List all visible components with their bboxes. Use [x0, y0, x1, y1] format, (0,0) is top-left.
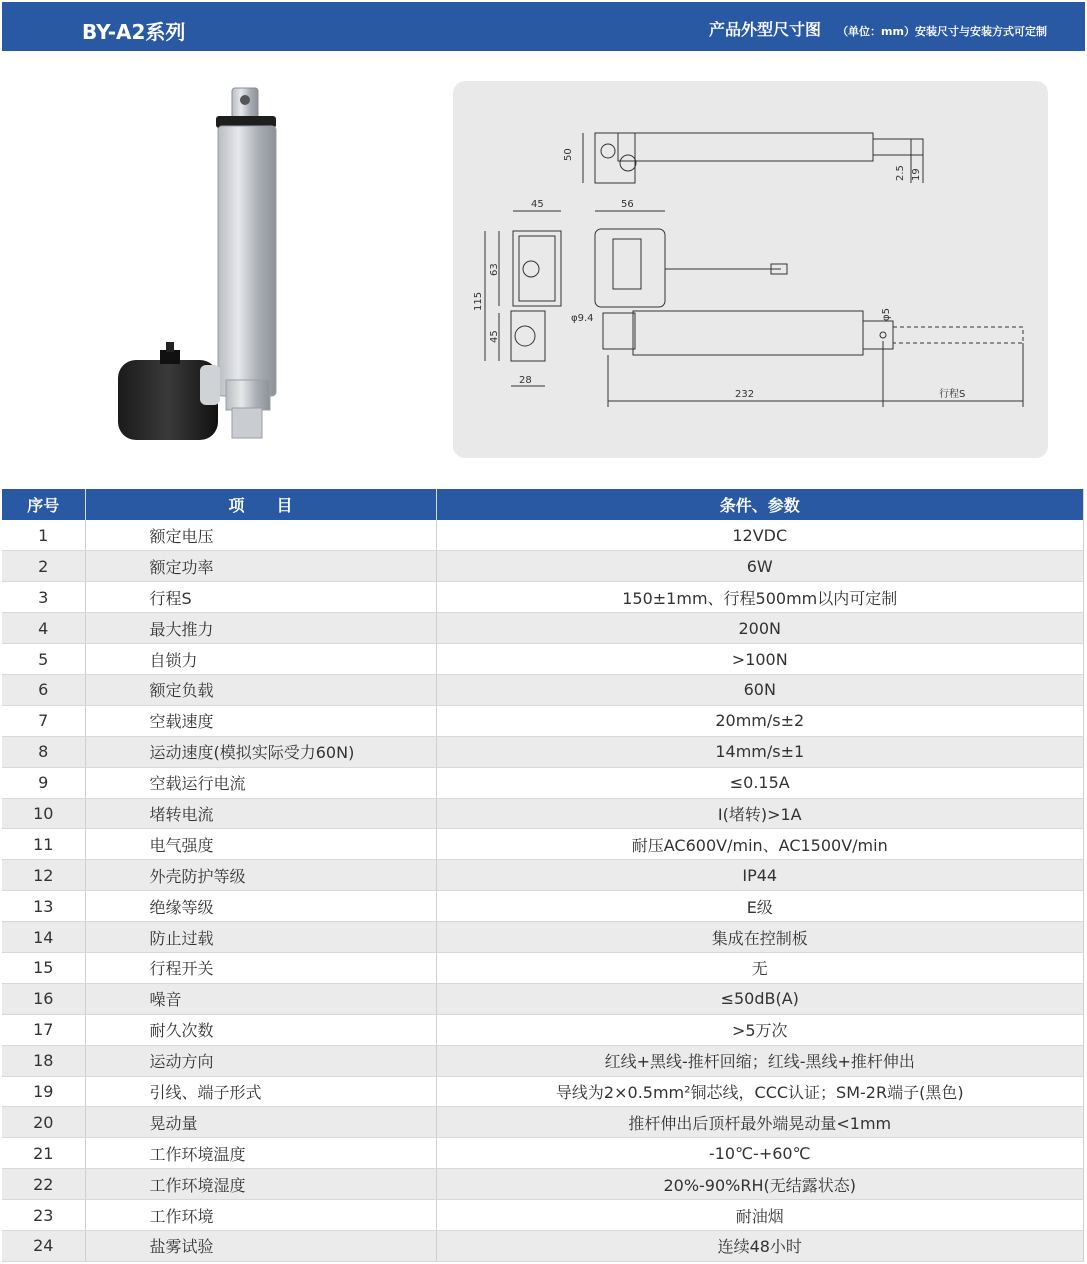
- row-index: 19: [2, 1076, 85, 1107]
- table-row: [2, 1138, 1084, 1169]
- table-row: [2, 1230, 1084, 1261]
- row-value: -10℃-+60℃: [436, 1138, 1084, 1169]
- header-right: [709, 17, 1047, 40]
- dim-phi9-4: φ9.4: [571, 313, 594, 324]
- header-index: 序号: [2, 489, 85, 520]
- row-index: 17: [2, 1014, 85, 1045]
- row-index: 16: [2, 983, 85, 1014]
- row-index: 10: [2, 798, 85, 829]
- row-item: 外壳防护等级: [85, 860, 436, 891]
- dim-45-left: 45: [489, 330, 500, 343]
- row-index: 5: [2, 644, 85, 675]
- dim-stroke: 行程S: [939, 389, 966, 400]
- table-row: [2, 1014, 1084, 1045]
- row-value: 20mm/s±2: [436, 705, 1084, 736]
- row-value: 150±1mm、行程500mm以内可定制: [436, 582, 1084, 613]
- row-value: 200N: [436, 613, 1084, 644]
- row-value: 耐压AC600V/min、AC1500V/min: [436, 829, 1084, 860]
- row-item: 行程开关: [85, 952, 436, 983]
- dimension-drawing-panel: [453, 81, 1048, 458]
- dim-45-top: 45: [531, 199, 544, 210]
- table-row: [2, 674, 1084, 705]
- row-value: 6W: [436, 551, 1084, 582]
- row-index: 20: [2, 1107, 85, 1138]
- table-row: [2, 891, 1084, 922]
- row-item: 额定负载: [85, 674, 436, 705]
- row-item: 晃动量: [85, 1107, 436, 1138]
- row-value: 12VDC: [436, 520, 1084, 551]
- row-item: 工作环境: [85, 1200, 436, 1231]
- row-item: 引线、端子形式: [85, 1076, 436, 1107]
- row-item: 堵转电流: [85, 798, 436, 829]
- dim-2-5: 2.5: [895, 165, 906, 181]
- table-row: [2, 520, 1084, 551]
- header-item-label: 项 目: [228, 496, 293, 515]
- table-header-row: [2, 489, 1084, 520]
- row-index: 9: [2, 767, 85, 798]
- row-item: 额定功率: [85, 551, 436, 582]
- table-row: [2, 922, 1084, 953]
- row-index: 21: [2, 1138, 85, 1169]
- table-row: [2, 983, 1084, 1014]
- row-index: 1: [2, 520, 85, 551]
- row-item: 工作环境湿度: [85, 1169, 436, 1200]
- row-index: 24: [2, 1230, 85, 1261]
- dimension-drawing: [453, 81, 1048, 458]
- row-index: 4: [2, 613, 85, 644]
- drawing-subtitle: （单位：mm）安装尺寸与安装方式可定制: [837, 25, 1047, 38]
- row-item: 额定电压: [85, 520, 436, 551]
- row-value: 60N: [436, 674, 1084, 705]
- row-index: 6: [2, 674, 85, 705]
- row-value: 无: [436, 952, 1084, 983]
- row-index: 13: [2, 891, 85, 922]
- row-value: >100N: [436, 644, 1084, 675]
- row-index: 22: [2, 1169, 85, 1200]
- row-value: I(堵转)>1A: [436, 798, 1084, 829]
- dim-50: 50: [563, 148, 574, 161]
- row-value: 推杆伸出后顶杆最外端晃动量<1mm: [436, 1107, 1084, 1138]
- row-item: 噪音: [85, 983, 436, 1014]
- header-params: 条件、参数: [436, 489, 1084, 520]
- row-item: 盐雾试验: [85, 1230, 436, 1261]
- product-photo: [108, 80, 308, 450]
- row-item: 工作环境温度: [85, 1138, 436, 1169]
- row-index: 23: [2, 1200, 85, 1231]
- row-item: 空载速度: [85, 705, 436, 736]
- table-row: [2, 1169, 1084, 1200]
- table-row: [2, 1045, 1084, 1076]
- row-value: 20%-90%RH(无结露状态): [436, 1169, 1084, 1200]
- row-index: 14: [2, 922, 85, 953]
- table-row: [2, 952, 1084, 983]
- drawing-title: 产品外型尺寸图: [709, 20, 822, 39]
- row-index: 11: [2, 829, 85, 860]
- row-value: 连续48小时: [436, 1230, 1084, 1261]
- dim-28: 28: [519, 375, 532, 386]
- dim-56: 56: [621, 199, 634, 210]
- table-row: [2, 860, 1084, 891]
- row-item: 绝缘等级: [85, 891, 436, 922]
- row-index: 12: [2, 860, 85, 891]
- table-row: [2, 1107, 1084, 1138]
- dim-19: 19: [911, 168, 922, 181]
- row-index: 2: [2, 551, 85, 582]
- row-item: 运动速度(模拟实际受力60N): [85, 736, 436, 767]
- spec-table-body: [2, 520, 1084, 1261]
- table-row: [2, 829, 1084, 860]
- dim-phi5: φ5: [881, 308, 892, 321]
- table-row: [2, 705, 1084, 736]
- header-item: [85, 489, 436, 520]
- dim-232: 232: [735, 389, 755, 400]
- table-row: [2, 798, 1084, 829]
- row-item: 空载运行电流: [85, 767, 436, 798]
- row-value: 导线为2×0.5mm²铜芯线，CCC认证；SM-2R端子(黑色): [436, 1076, 1084, 1107]
- table-row: [2, 551, 1084, 582]
- row-index: 18: [2, 1045, 85, 1076]
- row-index: 3: [2, 582, 85, 613]
- row-value: ≤0.15A: [436, 767, 1084, 798]
- table-row: [2, 1076, 1084, 1107]
- dim-63: 63: [489, 263, 500, 276]
- table-row: [2, 582, 1084, 613]
- series-title: BY-A2系列: [82, 20, 186, 44]
- row-value: 红线+黑线-推杆回缩；红线-黑线+推杆伸出: [436, 1045, 1084, 1076]
- row-index: 15: [2, 952, 85, 983]
- row-value: E级: [436, 891, 1084, 922]
- page-header: [2, 2, 1085, 51]
- row-value: 集成在控制板: [436, 922, 1084, 953]
- row-value: IP44: [436, 860, 1084, 891]
- table-row: [2, 613, 1084, 644]
- dim-115: 115: [473, 291, 484, 311]
- row-index: 8: [2, 736, 85, 767]
- table-row: [2, 1200, 1084, 1231]
- table-row: [2, 736, 1084, 767]
- row-item: 行程S: [85, 582, 436, 613]
- row-item: 耐久次数: [85, 1014, 436, 1045]
- row-value: 14mm/s±1: [436, 736, 1084, 767]
- row-value: >5万次: [436, 1014, 1084, 1045]
- row-index: 7: [2, 705, 85, 736]
- row-value: 耐油烟: [436, 1200, 1084, 1231]
- row-item: 防止过载: [85, 922, 436, 953]
- row-item: 自锁力: [85, 644, 436, 675]
- table-row: [2, 644, 1084, 675]
- row-item: 最大推力: [85, 613, 436, 644]
- row-item: 电气强度: [85, 829, 436, 860]
- spec-table: [2, 489, 1084, 1262]
- row-item: 运动方向: [85, 1045, 436, 1076]
- row-value: ≤50dB(A): [436, 983, 1084, 1014]
- table-row: [2, 767, 1084, 798]
